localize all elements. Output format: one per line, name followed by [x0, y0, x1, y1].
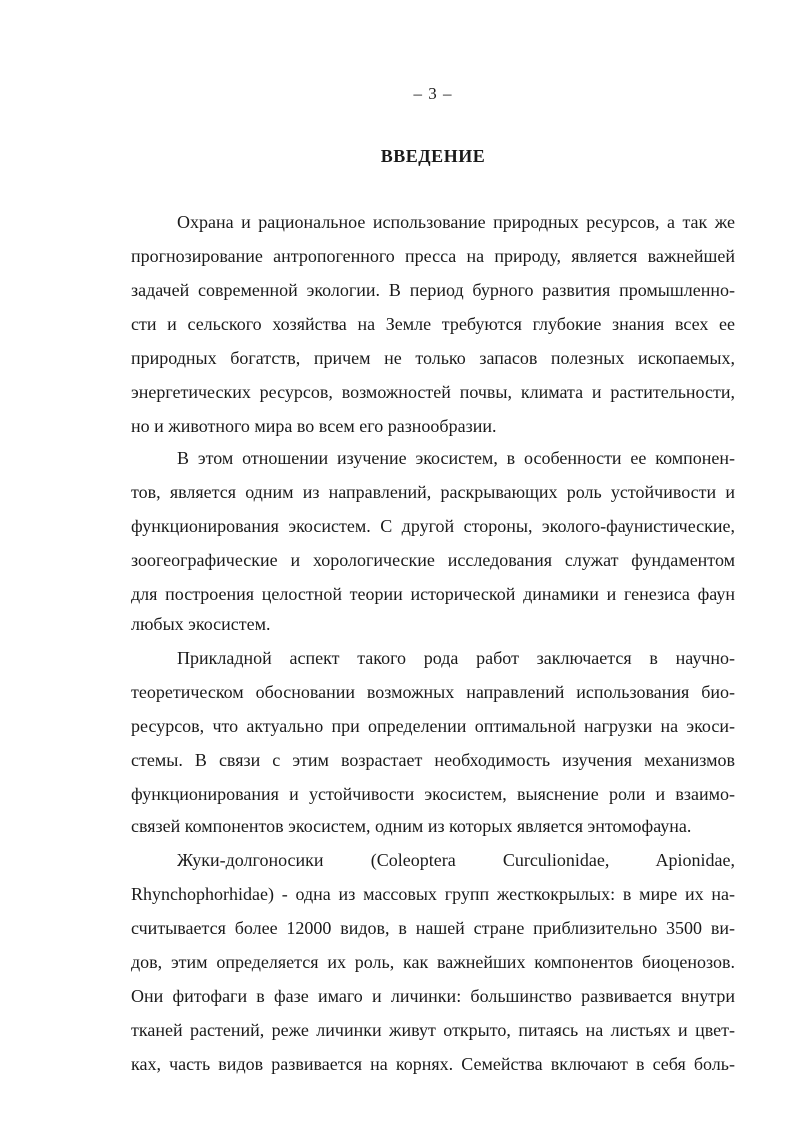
text-line: Охрана и рациональное использование природных ресурсов, а так же — [177, 212, 735, 232]
text-line: связей компонентов экосистем, одним из которых является энтомофауна. — [131, 816, 692, 836]
text-line: энергетических ресурсов, возможностей почвы, климата и растительности, — [131, 382, 735, 402]
page-number: – 3 – — [413, 84, 453, 103]
text-line: сти и сельского хозяйства на Земле требуются глубокие знания всех ее — [131, 314, 735, 334]
text-line: Прикладной аспект такого рода работ заключается в научно- — [177, 648, 735, 668]
text-line: дов, этим определяется их роль, как важнейших компонентов биоценозов. — [131, 952, 735, 972]
text-line: зоогеографические и хорологические исследования служат фундаментом — [131, 550, 735, 570]
text-line: считывается более 12000 видов, в нашей стране приблизительно 3500 ви- — [131, 918, 735, 938]
text-line: функционирования экосистем. С другой стороны, эколого-фаунистические, — [131, 516, 735, 536]
text-line: любых экосистем. — [131, 614, 271, 634]
text-line: ках, часть видов развивается на корнях. Семейства включают в себя боль- — [131, 1054, 735, 1074]
text-line: функционирования и устойчивости экосистем, выяснение роли и взаимо- — [131, 784, 735, 804]
text-line: задачей современной экологии. В период бурного развития промышленно- — [131, 280, 735, 300]
text-line: но и животного мира во всем его разнообразии. — [131, 416, 497, 436]
text-line: прогнозирование антропогенного пресса на природу, является важнейшей — [131, 246, 735, 266]
text-line: теоретическом обосновании возможных направлений использования био- — [131, 682, 735, 702]
section-title: ВВЕДЕНИЕ — [380, 146, 486, 166]
text-line: Rhynchophorhidae) - одна из массовых групп жесткокрылых: в мире их на- — [131, 884, 735, 904]
text-line: тов, является одним из направлений, раскрывающих роль устойчивости и — [131, 482, 735, 502]
text-line: Они фитофаги в фазе имаго и личинки: большинство развивается внутри — [131, 986, 735, 1006]
text-line: тканей растений, реже личинки живут открыто, питаясь на листьях и цвет- — [131, 1020, 735, 1040]
text-line: стемы. В связи с этим возрастает необходимость изучения механизмов — [131, 750, 735, 770]
text-line: природных богатств, причем не только запасов полезных ископаемых, — [131, 348, 735, 368]
text-line: ресурсов, что актуально при определении оптимальной нагрузки на экоси- — [131, 716, 735, 736]
text-line: для построения целостной теории исторической динамики и генезиса фаун — [131, 584, 735, 604]
text-line: Жуки-долгоносики (Coleoptera Curculionidae, Apionidae, — [177, 850, 735, 870]
text-line: В этом отношении изучение экосистем, в особенности ее компонен- — [177, 448, 735, 468]
